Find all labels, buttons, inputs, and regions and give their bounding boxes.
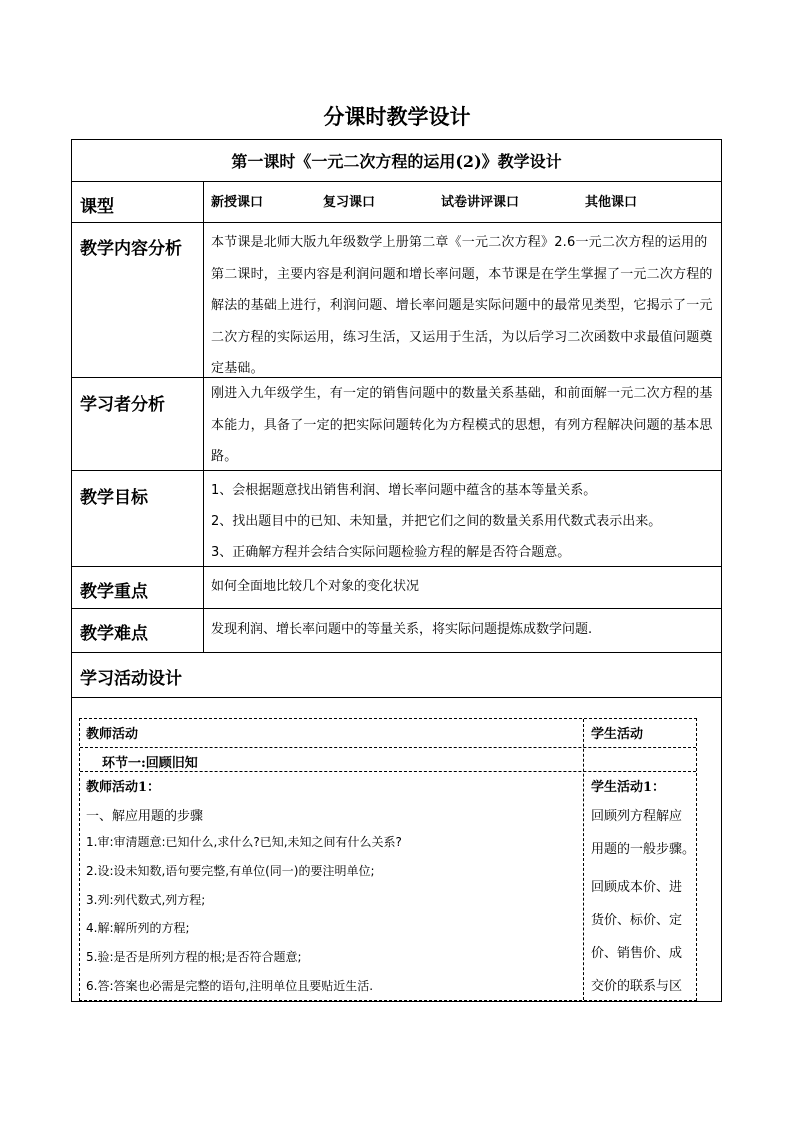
objectives-list [211,475,716,568]
student-line: 回顾成本价、进 [591,880,683,895]
activity-design-label: 学习活动设计 [80,669,182,689]
teacher-activity-header: 教师活动 [86,727,139,742]
content-analysis-label: 教学内容分析 [80,239,182,259]
learner-analysis-text: 刚进入九年级学生，有一定的销售问题中的数量关系基础，和前面解一元二次方程的基本能力，具备了一定的把实际问题转化为方程模式的思想，有列方程解决问题的基本思路。 [211,386,713,464]
key-points-row [72,567,721,609]
objectives-label: 教学目标 [80,488,148,508]
lesson-plan-table [71,139,722,1002]
column-divider [203,471,204,566]
column-divider [203,378,204,470]
student-line: 货价、标价、定 [591,913,683,928]
column-divider [583,719,584,1000]
step-item: 4.解:解所列的方程; [86,921,190,936]
option-review-lesson: 复习课口 [323,195,376,210]
student-activity-title: 学生活动1： [591,780,666,795]
student-line: 价、销售价、成 [591,946,683,961]
course-type-row [72,182,721,223]
option-exam-review-lesson: 试卷讲评课口 [441,195,520,210]
learner-analysis-row [72,378,721,471]
student-activity-text-2 [591,871,697,1003]
objectives-row [72,471,721,567]
step-item: 1.审:审清题意:已知什么,求什么?已知,未知之间有什么关系? [86,835,402,849]
column-divider [203,609,204,652]
student-line: 交价的联系与区 [591,979,683,994]
activity-table [79,718,697,1001]
step-item: 3.列:列代数式,列方程; [86,892,206,907]
column-divider [203,223,204,377]
option-new-lesson: 新授课口 [211,195,264,210]
difficulties-text: 发现利润、增长率问题中的等量关系，将实际问题提炼成数学问题. [211,622,593,637]
difficulties-row [72,609,721,653]
column-divider [203,182,204,222]
student-line: 用题的一般步骤。 [591,842,696,857]
student-activity-text [591,800,697,866]
option-other-lesson: 其他课口 [585,195,638,210]
learner-analysis-label: 学习者分析 [80,395,165,415]
objective-item: 1、会根据题意找出销售利润、增长率问题中蕴含的基本等量关系。 [211,483,597,498]
student-line: 回顾列方程解应 [591,809,683,824]
steps-list [86,828,576,1001]
row-divider [80,747,696,748]
row-divider [80,771,696,772]
step-item: 2.设:设未知数,语句要完整,有单位(同一)的要注明单位; [86,863,375,878]
key-points-label: 教学重点 [80,582,148,602]
content-analysis-text: 本节课是北师大版九年级数学上册第二章《一元二次方程》2.6一元二次方程的运用的第二课时，主要内容是利润问题和增长率问题，本节课是在学生掌握了一元二次方程的解法的基础上进行，利润问题、增长率问题是实际问题中的最常见类型，它揭示了一元二次方程的实际运用，练习生活，又运用于生活，为以后学习二次函数中求最值问题奠定基础。 [211,235,713,376]
lesson-title: 第一课时《一元二次方程的运用(2)》教学设计 [231,152,562,171]
column-divider [203,567,204,608]
step-item: 6.答:答案也必需是完整的语句,注明单位且要贴近生活. [86,978,374,993]
objective-item: 3、正确解方程并会结合实际问题检验方程的解是否符合题意。 [211,545,571,560]
content-analysis-row [72,223,721,378]
objective-item: 2、找出题目中的已知、未知量，并把它们之间的数量关系用代数式表示出来。 [211,514,662,529]
key-points-text: 如何全面地比较几个对象的变化状况 [211,579,420,594]
activity-design-row [72,653,721,698]
course-type-label: 课型 [80,197,114,217]
student-activity-header: 学生活动 [591,727,644,742]
lesson-title-row [72,140,721,182]
steps-heading: 一、解应用题的步骤 [86,809,204,824]
section-title: 环节一:回顾旧知 [102,756,198,771]
difficulties-label: 教学难点 [80,624,148,644]
teacher-activity-title: 教师活动1： [86,780,161,795]
step-item: 5.验:是否是所列方程的根;是否符合题意; [86,950,302,965]
page-title: 分课时教学设计 [323,104,471,129]
